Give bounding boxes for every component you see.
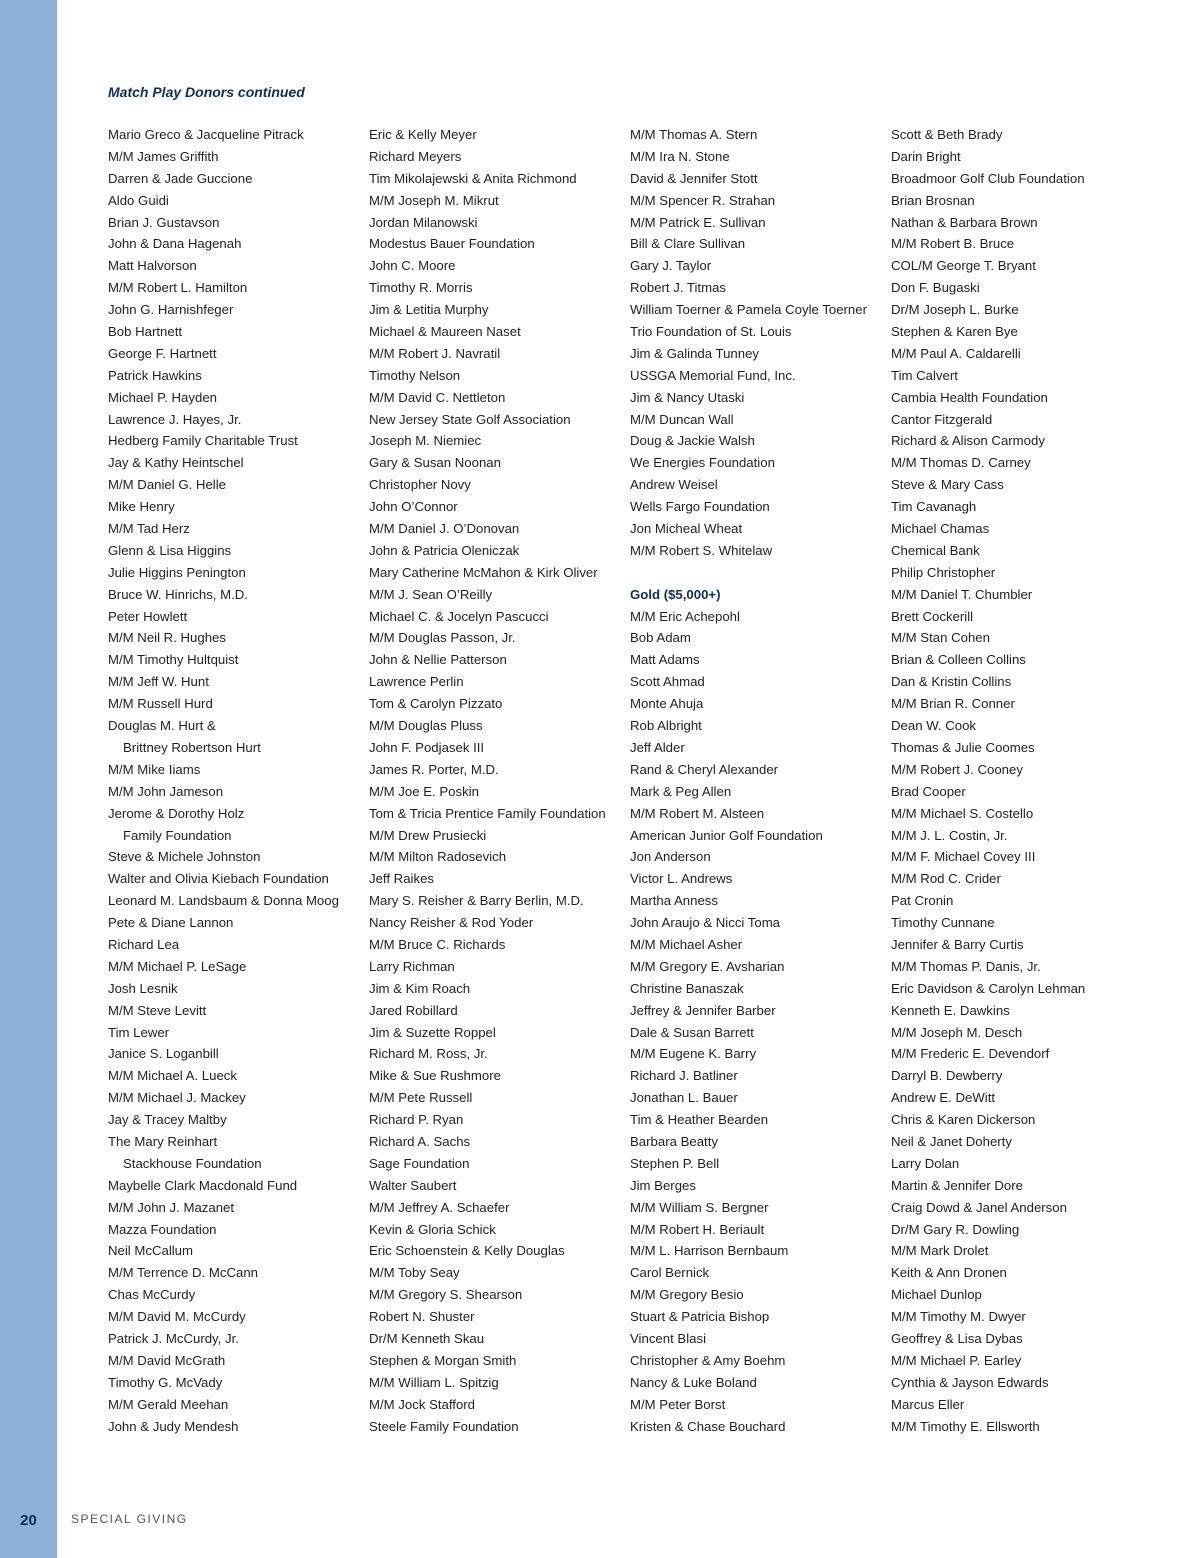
donor-name: Gary J. Taylor	[630, 258, 712, 274]
donor-name: Christine Banaszak	[630, 980, 744, 996]
donor-name: Mike Henry	[108, 499, 175, 515]
donor-name: M/M Patrick E. Sullivan	[630, 214, 766, 230]
donor-name: Marcus Eller	[891, 1396, 965, 1412]
donor-name: John Araujo & Nicci Toma	[630, 915, 781, 931]
donor-name: M/M Robert M. Alsteen	[630, 805, 765, 821]
donor-name: Eric Schoenstein & Kelly Douglas	[369, 1243, 565, 1259]
donor-name: M/M Jeff W. Hunt	[108, 674, 209, 690]
donor-name: Steele Family Foundation	[369, 1418, 519, 1434]
donor-name: M/M Tad Herz	[108, 521, 190, 537]
donor-name: M/M Bruce C. Richards	[369, 936, 506, 952]
donor-name: Janice S. Loganbill	[108, 1046, 219, 1062]
donor-name: Darryl B. Dewberry	[891, 1068, 1003, 1084]
donor-name: Michael Chamas	[891, 521, 990, 537]
donor-name: M/M Robert S. Whitelaw	[630, 542, 773, 558]
donor-name: M/M Mark Drolet	[891, 1243, 989, 1259]
donor-name: Chemical Bank	[891, 542, 980, 558]
donor-name: Brian J. Gustavson	[108, 214, 220, 230]
donor-name: Jon Micheal Wheat	[630, 521, 743, 537]
donor-name: Keith & Ann Dronen	[891, 1265, 1007, 1281]
donor-name: Kevin & Gloria Schick	[369, 1221, 496, 1237]
donor-name: Michael P. Hayden	[108, 389, 217, 405]
donor-name: Steve & Michele Johnston	[108, 849, 261, 865]
donor-name: M/M Joseph M. Desch	[891, 1024, 1023, 1040]
donor-name: New Jersey State Golf Association	[369, 411, 571, 427]
donor-name: Michael & Maureen Naset	[369, 324, 521, 340]
donor-name: Walter Saubert	[369, 1177, 457, 1193]
donor-name: Trio Foundation of St. Louis	[630, 324, 792, 340]
donor-name: Cambia Health Foundation	[891, 389, 1048, 405]
donor-name: Dr/M Joseph L. Burke	[891, 302, 1019, 318]
donor-name: Julie Higgins Penington	[108, 564, 246, 580]
donor-name: Mike & Sue Rushmore	[369, 1068, 501, 1084]
donor-name: Peter Howlett	[108, 608, 188, 624]
donor-name: Brian Brosnan	[891, 192, 975, 208]
donor-name: Richard P. Ryan	[369, 1112, 464, 1128]
donor-name: Douglas M. Hurt &	[108, 718, 216, 734]
donor-name: John F. Podjasek III	[369, 739, 485, 755]
donor-name: Lawrence J. Hayes, Jr.	[108, 411, 242, 427]
donor-name: M/M David McGrath	[108, 1352, 226, 1368]
donor-name: Darin Bright	[891, 148, 961, 164]
donor-name: Jay & Kathy Heintschel	[108, 455, 244, 471]
donor-name: Kristen & Chase Bouchard	[630, 1418, 786, 1434]
donor-name: Family Foundation	[123, 827, 232, 843]
donor-name: Richard J. Batliner	[630, 1068, 738, 1084]
donor-name: Brian & Colleen Collins	[891, 652, 1026, 668]
donor-name: M/M Spencer R. Strahan	[630, 192, 776, 208]
donor-name: Chas McCurdy	[108, 1287, 196, 1303]
donor-name: Timothy Cunnane	[891, 915, 995, 931]
donor-name: Timothy G. McVady	[108, 1374, 223, 1390]
donor-name: Bob Hartnett	[108, 324, 183, 340]
donor-name: M/M Terrence D. McCann	[108, 1265, 258, 1281]
donor-name: Dr/M Kenneth Skau	[369, 1330, 485, 1346]
donor-name: M/M Peter Borst	[630, 1396, 726, 1412]
donor-name: M/M Mike Iiams	[108, 761, 201, 777]
donor-name: Carol Bernick	[630, 1265, 710, 1281]
donor-name: Jon Anderson	[630, 849, 711, 865]
donor-name: Mazza Foundation	[108, 1221, 217, 1237]
page-sidebar	[0, 0, 57, 1558]
donor-name: Josh Lesnik	[108, 980, 178, 996]
donor-name: Jim & Galinda Tunney	[630, 345, 760, 361]
donor-name: John & Patricia Oleniczak	[369, 542, 520, 558]
donor-column-4	[891, 124, 1139, 1437]
donor-name: Doug & Jackie Walsh	[630, 433, 755, 449]
donor-name: Bill & Clare Sullivan	[630, 236, 746, 252]
donor-name: Jeffrey & Jennifer Barber	[630, 1002, 776, 1018]
page-number: 20	[20, 1512, 37, 1529]
donor-name: M/M Stan Cohen	[891, 630, 990, 646]
donor-name: M/M Duncan Wall	[630, 411, 734, 427]
donor-column-3	[630, 124, 878, 1437]
donor-name: COL/M George T. Bryant	[891, 258, 1036, 274]
donor-name: Barbara Beatty	[630, 1133, 718, 1149]
donor-name: American Junior Golf Foundation	[630, 827, 823, 843]
donor-name: Jeff Alder	[630, 739, 685, 755]
section-heading: Match Play Donors continued	[108, 84, 305, 100]
donor-name: M/M Timothy E. Ellsworth	[891, 1418, 1040, 1434]
donor-name: Bob Adam	[630, 630, 691, 646]
donor-name: Richard Meyers	[369, 148, 462, 164]
donor-name: M/M Douglas Pluss	[369, 718, 483, 734]
donor-name: Tom & Tricia Prentice Family Foundation	[369, 805, 606, 821]
donor-name: Eric & Kelly Meyer	[369, 127, 477, 142]
donor-name: M/M Michael A. Lueck	[108, 1068, 237, 1084]
donor-name: Don F. Bugaski	[891, 280, 980, 296]
footer-label: SPECIAL GIVING	[71, 1512, 188, 1526]
donor-name: Victor L. Andrews	[630, 871, 733, 887]
donor-name: M/M Rod C. Crider	[891, 871, 1001, 887]
donor-name: Vincent Blasi	[630, 1330, 706, 1346]
donor-name: Richard Lea	[108, 936, 180, 952]
donor-name: Rob Albright	[630, 718, 702, 734]
donor-name: Tim Mikolajewski & Anita Richmond	[369, 170, 577, 186]
donor-name: M/M Michael J. Mackey	[108, 1090, 246, 1106]
donor-name: John & Nellie Patterson	[369, 652, 507, 668]
donor-name: Dale & Susan Barrett	[630, 1024, 754, 1040]
donor-name: M/M Gregory Besio	[630, 1287, 744, 1303]
donor-name: Chris & Karen Dickerson	[891, 1112, 1036, 1128]
donor-name: M/M Joseph M. Mikrut	[369, 192, 499, 208]
donor-name: M/M John Jameson	[108, 783, 224, 799]
donor-name: Jim & Letitia Murphy	[369, 302, 489, 318]
spacer-line	[630, 562, 878, 584]
donor-name: M/M Timothy M. Dwyer	[891, 1309, 1026, 1325]
donor-name: Cantor Fitzgerald	[891, 411, 993, 427]
donor-name: M/M J. L. Costin, Jr.	[891, 827, 1008, 843]
donor-name: Tim Calvert	[891, 367, 958, 383]
donor-name: Dean W. Cook	[891, 718, 977, 734]
donor-name: Timothy R. Morris	[369, 280, 473, 296]
donor-name: David & Jennifer Stott	[630, 170, 758, 186]
donor-name: Jim & Suzette Roppel	[369, 1024, 496, 1040]
donor-name: Stephen P. Bell	[630, 1155, 720, 1171]
donor-name: M/M Michael S. Costello	[891, 805, 1034, 821]
donor-name: Jim Berges	[630, 1177, 696, 1193]
donor-name: Tim Cavanagh	[891, 499, 977, 515]
donor-name: James R. Porter, M.D.	[369, 761, 499, 777]
donor-name: Jay & Tracey Maltby	[108, 1112, 227, 1128]
donor-name: Sage Foundation	[369, 1155, 470, 1171]
donor-name: John O’Connor	[369, 499, 458, 515]
donor-name: M/M Toby Seay	[369, 1265, 460, 1281]
donor-name: M/M Russell Hurd	[108, 696, 213, 712]
donor-name: M/M Brian R. Conner	[891, 696, 1015, 712]
donor-name: M/M Robert L. Hamilton	[108, 280, 248, 296]
donor-name: Richard A. Sachs	[369, 1133, 471, 1149]
donor-name: Philip Christopher	[891, 564, 996, 580]
donor-name: Mark & Peg Allen	[630, 783, 732, 799]
donor-name: M/M Frederic E. Devendorf	[891, 1046, 1050, 1062]
donor-name: Jordan Milanowski	[369, 214, 478, 230]
donor-name: M/M Robert H. Beriault	[630, 1221, 765, 1237]
donor-name: Stackhouse Foundation	[123, 1155, 262, 1171]
donor-name: Timothy Nelson	[369, 367, 461, 383]
donor-name: Richard M. Ross, Jr.	[369, 1046, 488, 1062]
donor-name: M/M Milton Radosevich	[369, 849, 507, 865]
donor-name: Leonard M. Landsbaum & Donna Moog	[108, 893, 339, 909]
donor-name: Modestus Bauer Foundation	[369, 236, 535, 252]
donor-name: Craig Dowd & Janel Anderson	[891, 1199, 1067, 1215]
donor-name: M/M Drew Prusiecki	[369, 827, 487, 843]
donor-name: John G. Harnishfeger	[108, 302, 234, 318]
donor-name: Tim Lewer	[108, 1024, 170, 1040]
donor-column-2	[369, 124, 617, 1437]
donor-name: Tom & Carolyn Pizzato	[369, 696, 503, 712]
donor-name: M/M John J. Mazanet	[108, 1199, 235, 1215]
donor-name: Larry Dolan	[891, 1155, 960, 1171]
donor-name: M/M Thomas A. Stern	[630, 127, 758, 142]
donor-name: M/M Jeffrey A. Schaefer	[369, 1199, 510, 1215]
donor-name: William Toerner & Pamela Coyle Toerner	[630, 302, 867, 318]
donor-name: M/M Michael P. LeSage	[108, 958, 247, 974]
donor-name: Mary S. Reisher & Barry Berlin, M.D.	[369, 893, 584, 909]
donor-name: Bruce W. Hinrichs, M.D.	[108, 586, 248, 602]
donor-name: Robert J. Titmas	[630, 280, 727, 296]
donor-name: Aldo Guidi	[108, 192, 169, 208]
donor-name: Michael Dunlop	[891, 1287, 982, 1303]
donor-name: M/M William L. Spitzig	[369, 1374, 499, 1390]
donor-name: M/M David C. Nettleton	[369, 389, 506, 405]
donor-name: M/M F. Michael Covey III	[891, 849, 1036, 865]
donor-name: Patrick J. McCurdy, Jr.	[108, 1330, 239, 1346]
donor-name: Martha Anness	[630, 893, 718, 909]
donor-name: M/M Gerald Meehan	[108, 1396, 229, 1412]
donor-name: Andrew E. DeWitt	[891, 1090, 996, 1106]
donor-name: M/M Jock Stafford	[369, 1396, 476, 1412]
donor-name: M/M Paul A. Caldarelli	[891, 345, 1021, 361]
donor-name: Jim & Nancy Utaski	[630, 389, 745, 405]
donor-name: Christopher Novy	[369, 477, 471, 493]
donor-name: John & Judy Mendesh	[108, 1418, 239, 1434]
donor-name: Brett Cockerill	[891, 608, 974, 624]
donor-name: Martin & Jennifer Dore	[891, 1177, 1023, 1193]
donor-name: M/M David M. McCurdy	[108, 1309, 246, 1325]
donor-name: Patrick Hawkins	[108, 367, 202, 383]
donor-name: Thomas & Julie Coomes	[891, 739, 1035, 755]
donor-name: Geoffrey & Lisa Dybas	[891, 1330, 1023, 1346]
donor-name: Jerome & Dorothy Holz	[108, 805, 245, 821]
donor-name: Neil & Janet Doherty	[891, 1133, 1012, 1149]
donor-name: Darren & Jade Guccione	[108, 170, 253, 186]
donor-name: Robert N. Shuster	[369, 1309, 475, 1325]
donor-name: Wells Fargo Foundation	[630, 499, 770, 515]
donor-name: M/M Gregory S. Shearson	[369, 1287, 523, 1303]
donor-name: Jonathan L. Bauer	[630, 1090, 738, 1106]
donor-name: Glenn & Lisa Higgins	[108, 542, 232, 558]
donor-name: M/M Joe E. Poskin	[369, 783, 479, 799]
donor-name: Stuart & Patricia Bishop	[630, 1309, 770, 1325]
donor-name: Jared Robillard	[369, 1002, 458, 1018]
donor-name: John & Dana Hagenah	[108, 236, 242, 252]
donor-name: M/M Neil R. Hughes	[108, 630, 226, 646]
donor-name: Nathan & Barbara Brown	[891, 214, 1038, 230]
donor-name: Rand & Cheryl Alexander	[630, 761, 779, 777]
donor-name: Kenneth E. Dawkins	[891, 1002, 1010, 1018]
donor-name: Monte Ahuja	[630, 696, 704, 712]
donor-name: M/M Pete Russell	[369, 1090, 473, 1106]
donor-name: Stephen & Morgan Smith	[369, 1352, 517, 1368]
donor-name: We Energies Foundation	[630, 455, 775, 471]
donor-name: Brad Cooper	[891, 783, 966, 799]
donor-name: Joseph M. Niemiec	[369, 433, 482, 449]
donor-name: Dan & Kristin Collins	[891, 674, 1012, 690]
donor-name: M/M Eric Achepohl	[630, 608, 740, 624]
donor-name: M/M Robert J. Cooney	[891, 761, 1023, 777]
donor-column-1	[108, 124, 356, 1437]
donor-name: USSGA Memorial Fund, Inc.	[630, 367, 796, 383]
donor-name: M/M Daniel T. Chumbler	[891, 586, 1033, 602]
donor-name: M/M Robert B. Bruce	[891, 236, 1015, 252]
donor-name: M/M Ira N. Stone	[630, 148, 730, 164]
donor-name: Walter and Olivia Kiebach Foundation	[108, 871, 329, 887]
donor-name: Scott Ahmad	[630, 674, 705, 690]
donor-name: M/M Eugene K. Barry	[630, 1046, 757, 1062]
donor-name: Stephen & Karen Bye	[891, 324, 1018, 340]
donor-name: M/M Daniel J. O’Donovan	[369, 521, 520, 537]
donor-name: George F. Hartnett	[108, 345, 217, 361]
donor-name: Tim & Heather Bearden	[630, 1112, 769, 1128]
donor-name: Larry Richman	[369, 958, 455, 974]
donor-name: Lawrence Perlin	[369, 674, 464, 690]
donor-name: Nancy & Luke Boland	[630, 1374, 757, 1390]
donor-name: M/M Thomas D. Carney	[891, 455, 1031, 471]
donor-name: The Mary Reinhart	[108, 1133, 218, 1149]
donor-name: Maybelle Clark Macdonald Fund	[108, 1177, 298, 1193]
donor-name: Mario Greco & Jacqueline Pitrack	[108, 127, 304, 142]
donor-name: Steve & Mary Cass	[891, 477, 1004, 493]
donor-name: M/M Daniel G. Helle	[108, 477, 226, 493]
donor-name: M/M J. Sean O’Reilly	[369, 586, 493, 602]
donor-name: Brittney Robertson Hurt	[123, 739, 261, 755]
donor-name: Christopher & Amy Boehm	[630, 1352, 786, 1368]
donor-name: Dr/M Gary R. Dowling	[891, 1221, 1020, 1237]
donor-name: M/M Thomas P. Danis, Jr.	[891, 958, 1041, 974]
donor-name: Pat Cronin	[891, 893, 954, 909]
donor-name: Pete & Diane Lannon	[108, 915, 234, 931]
donor-name: M/M Michael Asher	[630, 936, 743, 952]
donor-name: Nancy Reisher & Rod Yoder	[369, 915, 534, 931]
donor-name: John C. Moore	[369, 258, 456, 274]
donor-name: M/M Douglas Passon, Jr.	[369, 630, 516, 646]
donor-name: Mary Catherine McMahon & Kirk Oliver	[369, 564, 598, 580]
donor-name: Cynthia & Jayson Edwards	[891, 1374, 1049, 1390]
donor-name: Jennifer & Barry Curtis	[891, 936, 1024, 952]
donor-name: Andrew Weisel	[630, 477, 718, 493]
donor-name: Matt Halvorson	[108, 258, 197, 274]
donor-name: M/M Michael P. Earley	[891, 1352, 1022, 1368]
donor-name: M/M Robert J. Navratil	[369, 345, 501, 361]
donor-name: Broadmoor Golf Club Foundation	[891, 170, 1085, 186]
donor-name: M/M Steve Levitt	[108, 1002, 207, 1018]
donor-name: Jeff Raikes	[369, 871, 434, 887]
donor-name: Richard & Alison Carmody	[891, 433, 1045, 449]
donor-name: Eric Davidson & Carolyn Lehman	[891, 980, 1086, 996]
donor-name: Gary & Susan Noonan	[369, 455, 501, 471]
tier-heading: Gold ($5,000+)	[630, 586, 721, 602]
donor-name: M/M William S. Bergner	[630, 1199, 769, 1215]
donor-name: Michael C. & Jocelyn Pascucci	[369, 608, 549, 624]
donor-name: Matt Adams	[630, 652, 700, 668]
donor-name: Neil McCallum	[108, 1243, 193, 1259]
donor-name: M/M Gregory E. Avsharian	[630, 958, 785, 974]
donor-name: Jim & Kim Roach	[369, 980, 471, 996]
donor-name: M/M Timothy Hultquist	[108, 652, 239, 668]
donor-name: M/M James Griffith	[108, 148, 219, 164]
donor-name: M/M L. Harrison Bernbaum	[630, 1243, 789, 1259]
donor-name: Scott & Beth Brady	[891, 127, 1003, 142]
donor-name: Hedberg Family Charitable Trust	[108, 433, 298, 449]
